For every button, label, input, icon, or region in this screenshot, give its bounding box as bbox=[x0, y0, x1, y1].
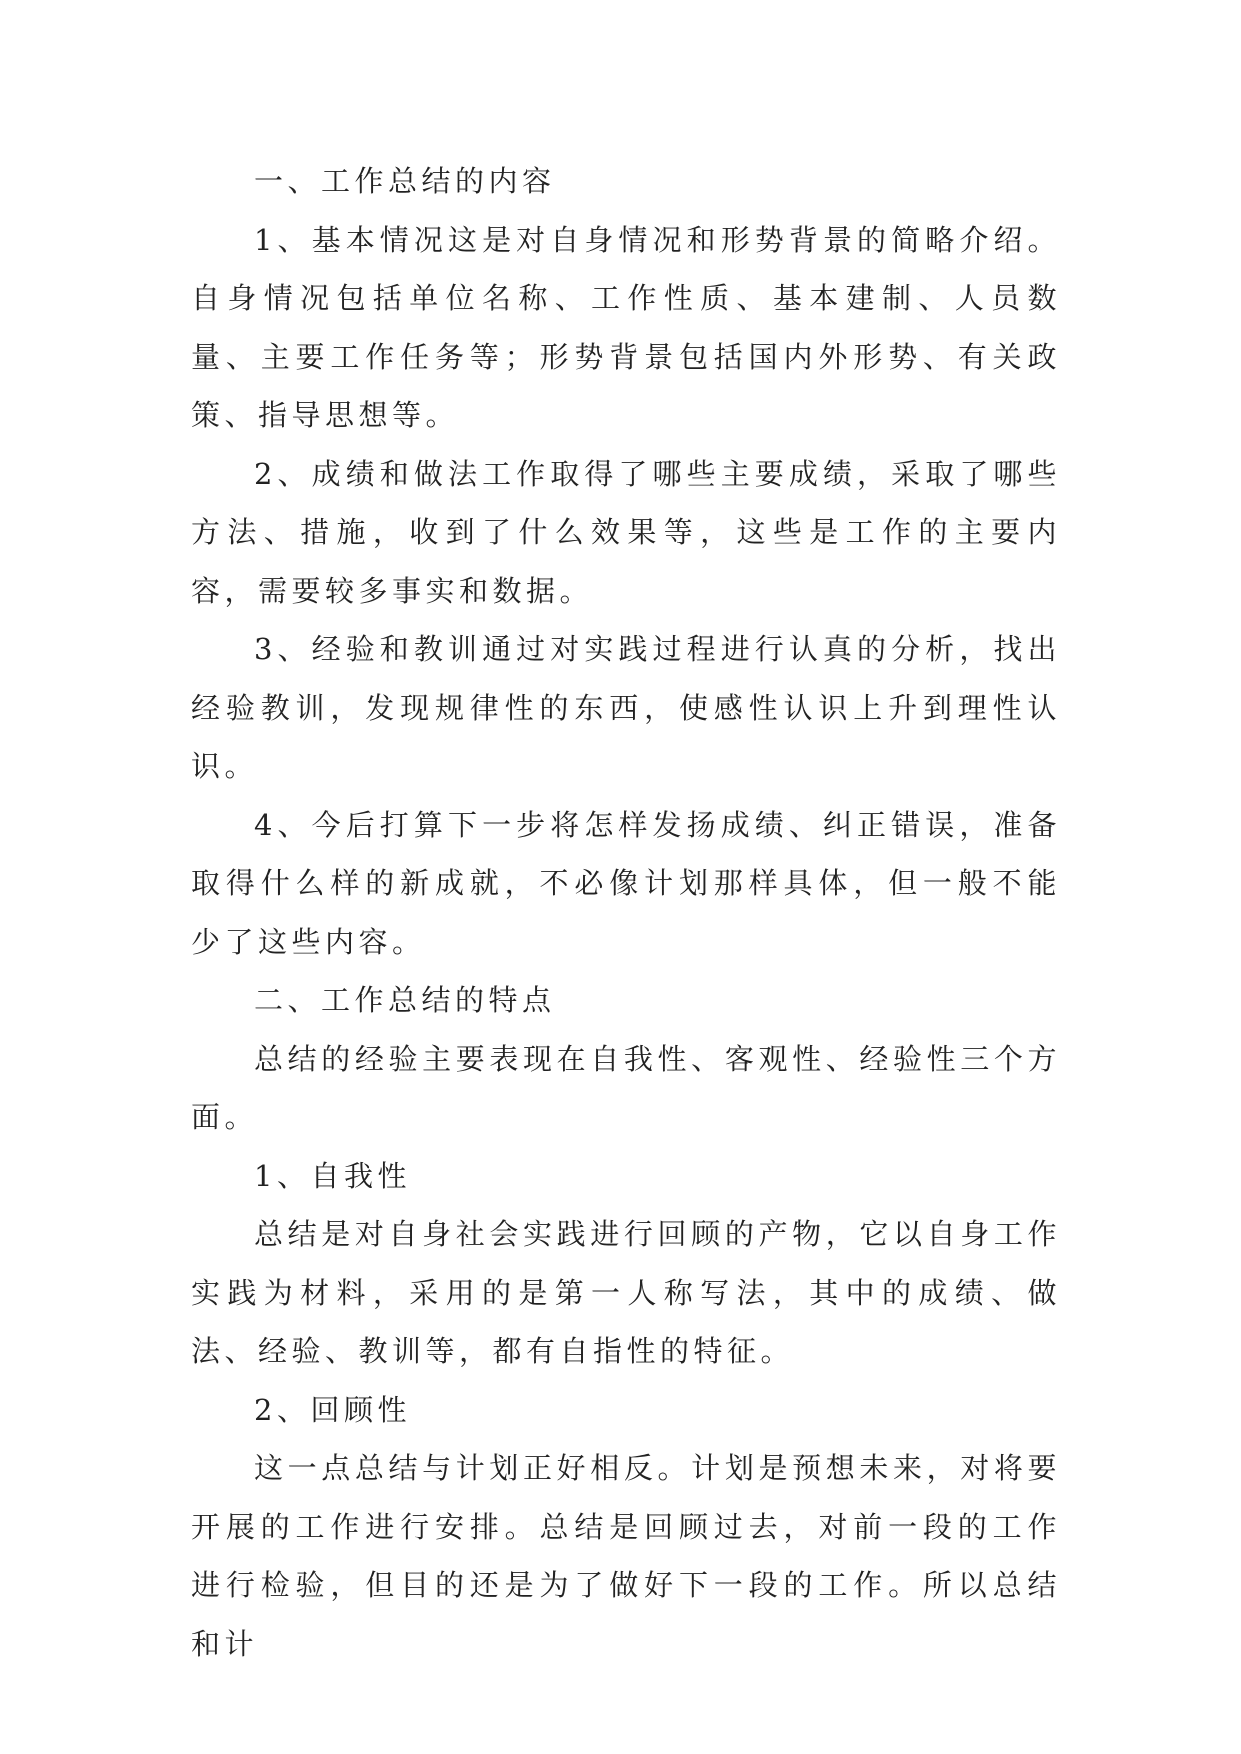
paragraph: 4、今后打算下一步将怎样发扬成绩、纠正错误，准备取得什么样的新成就，不必像计划那样具体，但一般不能少了这些内容。 bbox=[191, 807, 1061, 959]
document-body bbox=[191, 152, 1061, 1673]
section-heading: 二、工作总结的特点 bbox=[254, 983, 556, 1017]
paragraph: 总结是对自身社会实践进行回顾的产物，它以自身工作实践为材料，采用的是第一人称写法，其中的成绩、做法、经验、教训等，都有自指性的特征。 bbox=[191, 1217, 1061, 1368]
paragraph: 这一点总结与计划正好相反。计划是预想未来，对将要开展的工作进行安排。总结是回顾过去，对前一段的工作进行检验，但目的还是为了做好下一段的工作。所以总结和计 bbox=[191, 1451, 1061, 1661]
paragraph: 总结的经验主要表现在自我性、客观性、经验性三个方面。 bbox=[191, 1041, 1061, 1134]
subsection-heading: 1、自我性 bbox=[254, 1158, 411, 1193]
paragraph: 3、经验和教训通过对实践过程进行认真的分析，找出经验教训，发现规律性的东西，使感性认识上升到理性认识。 bbox=[191, 632, 1061, 783]
subsection-heading: 2、回顾性 bbox=[254, 1392, 411, 1427]
paragraph: 1、基本情况这是对自身情况和形势背景的简略介绍。自身情况包括单位名称、工作性质、基本建制、人员数量、主要工作任务等；形势背景包括国内外形势、有关政策、指导思想等。 bbox=[191, 222, 1061, 432]
paragraph: 2、成绩和做法工作取得了哪些主要成绩，采取了哪些方法、措施，收到了什么效果等，这些是工作的主要内容，需要较多事实和数据。 bbox=[191, 456, 1061, 608]
section-heading: 一、工作总结的内容 bbox=[254, 164, 556, 198]
